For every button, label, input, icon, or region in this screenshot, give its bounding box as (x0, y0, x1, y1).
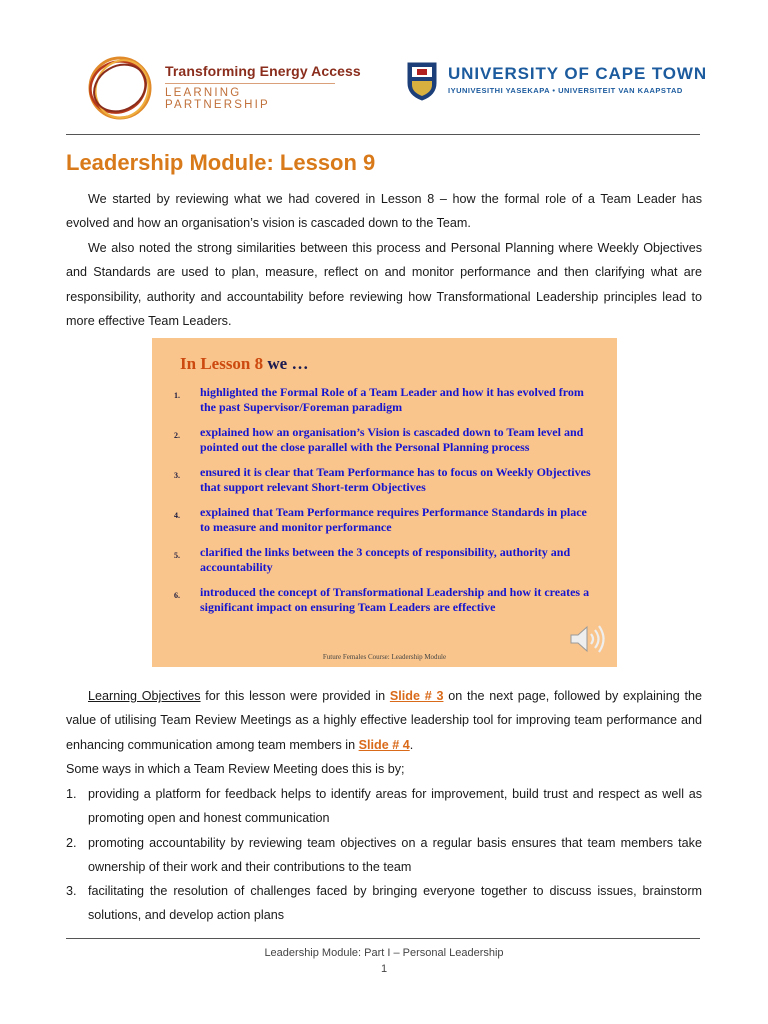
slide-title-lesson: In Lesson 8 (180, 354, 264, 373)
slide-4-link[interactable]: Slide # 4 (358, 737, 410, 752)
page-header (0, 0, 768, 130)
list-item: 1. providing a platform for feedback helps to identify areas for improvement, build trust and respect as well as promoting open and honest communication (66, 787, 702, 826)
ways-intro: Some ways in which a Team Review Meeting does this is by; (66, 762, 405, 776)
slide-list (174, 385, 594, 625)
page-number: 1 (380, 963, 388, 975)
slide-list-item: 2. explained how an organisation’s Vision is cascaded down to Team level and pointed out the close parallel with the Personal Planning process (174, 425, 584, 454)
speaker-audio-icon[interactable] (568, 624, 606, 654)
learning-objectives-label: Learning Objectives (88, 689, 201, 703)
uct-subtitle: IYUNIVESITHI YASEKAPA • UNIVERSITEIT VAN KAAPSTAD (448, 86, 683, 95)
page-footer (0, 945, 768, 977)
slide-list-item: 3. ensured it is clear that Team Performance has to focus on Weekly Objectives that support relevant Short-term Objectives (174, 465, 591, 494)
top-divider (66, 134, 700, 135)
tea-wordmark (165, 63, 361, 111)
slide-title-we: we … (263, 354, 309, 373)
slide-3-link[interactable]: Slide # 3 (389, 689, 444, 703)
bottom-divider (66, 938, 700, 939)
paragraph-2: We also noted the strong similarities between this process and Personal Planning where Weekly Objectives and Standards are used to plan, measure, reflect on and monitor performance and then clarifying what are responsibility, authority and accountability before reviewing how Transformational Leadership principles lead to more effective Team Leaders. (66, 241, 702, 328)
page-title: Leadership Module: Lesson 9 (66, 150, 376, 175)
tea-line1: Transforming Energy Access (165, 63, 361, 79)
slide-list-item: 1. highlighted the Formal Role of a Team Leader and how it has evolved from the past Supervisor/Foreman paradigm (174, 385, 584, 414)
slide-list-item: 6. introduced the concept of Transformational Leadership and how it creates a significant impact on ensuring Team Leaders are effective (174, 585, 590, 614)
tea-line2: LEARNING PARTNERSHIP (165, 83, 335, 111)
paragraph-1: We started by reviewing what we had covered in Lesson 8 – how the formal role of a Team Leader has evolved and how an organisation’s vision is cascaded down to the Team. (66, 192, 702, 231)
ways-list (66, 782, 702, 928)
uct-crest-icon (406, 61, 438, 101)
slide-list-item: 5. clarified the links between the 3 concepts of responsibility, authority and accountability (174, 545, 571, 574)
learning-objectives-paragraph: Learning Objectives for this lesson were provided in Slide # 3 on the next page, followed by explaining the value of utilising Team Review Meetings as a highly effective leadership tool for improving team performance and enhancing communication among team members in Slide # 4. (66, 689, 702, 752)
slide-footer: Future Females Course: Leadership Module (322, 653, 447, 661)
lesson-8-slide (152, 338, 617, 667)
list-item: 3. facilitating the resolution of challenges faced by bringing everyone together to discuss issues, brainstorm solutions, and develop action plans (66, 884, 702, 923)
footer-text: Leadership Module: Part I – Personal Leadership (264, 947, 504, 959)
tea-rings-logo-icon (80, 52, 160, 124)
slide-list-item: 4. explained that Team Performance requires Performance Standards in place to measure and monitor performance (174, 505, 587, 534)
list-item: 2. promoting accountability by reviewing team objectives on a regular basis ensures that team members take ownership of their work and their contributions to the team (66, 835, 702, 874)
slide-title (180, 354, 308, 374)
uct-name: UNIVERSITY OF CAPE TOWN (448, 64, 708, 83)
